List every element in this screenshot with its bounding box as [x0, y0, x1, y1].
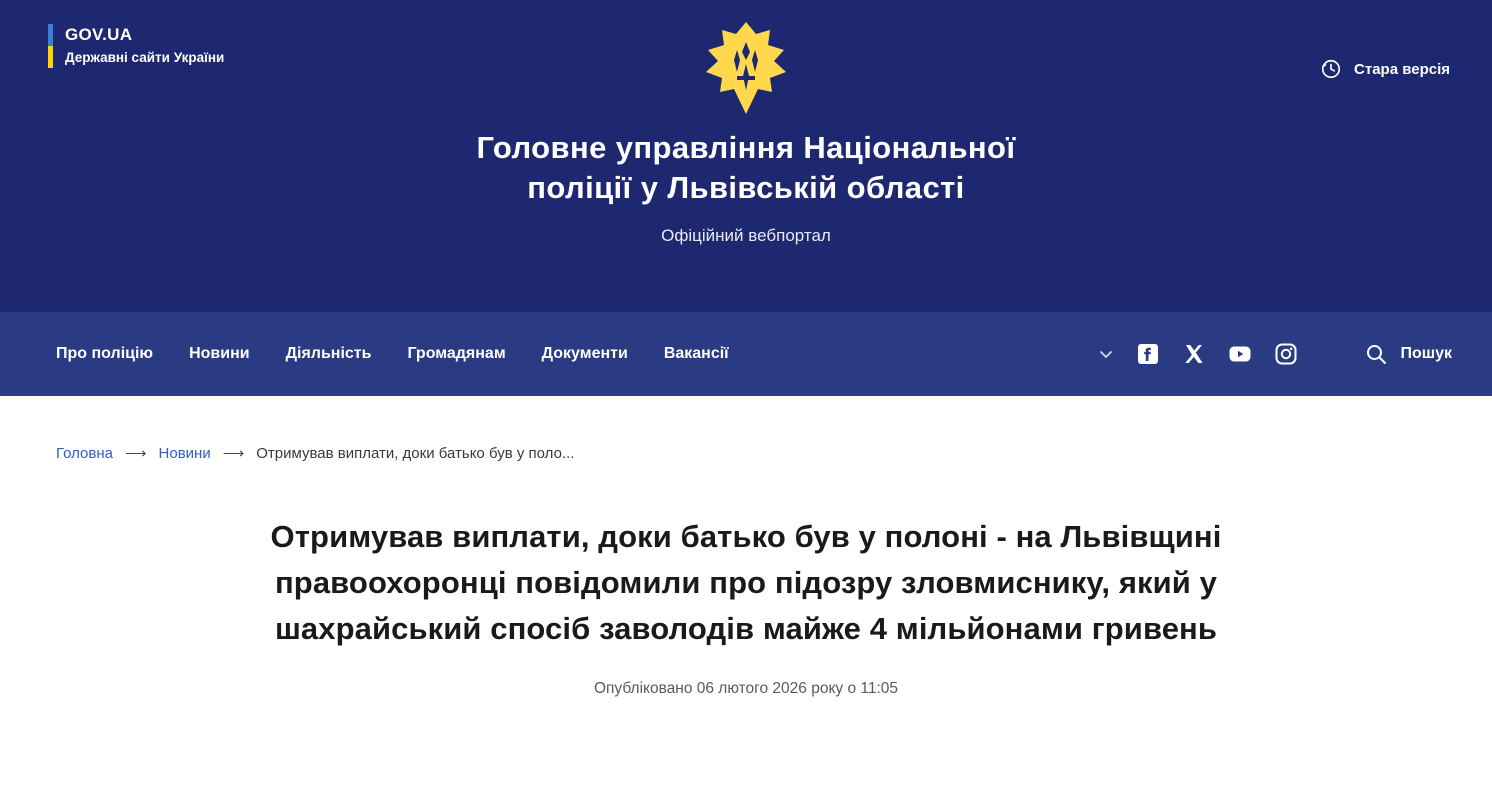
chevron-down-icon[interactable] [1098, 346, 1114, 362]
site-title-line-2: поліції у Львівській області [527, 170, 965, 205]
nav-right-group [1098, 342, 1452, 366]
page-content [0, 396, 1492, 698]
police-emblem-icon [704, 20, 788, 116]
nav-item-news[interactable]: Новини [189, 345, 250, 362]
gov-ua-subtitle: Державні сайти України [65, 50, 225, 65]
nav-item-about-police[interactable]: Про поліцію [56, 345, 154, 362]
clock-history-icon [1320, 58, 1342, 80]
ukraine-flag-icon [48, 24, 53, 68]
search-label: Пошук [1400, 345, 1452, 362]
nav-item-vacancies[interactable]: Вакансії [663, 345, 729, 362]
site-header-banner [0, 0, 1492, 312]
nav-item-activity[interactable]: Діяльність [285, 345, 372, 362]
gov-ua-title: GOV.UA [65, 25, 133, 44]
nav-item-documents[interactable]: Документи [541, 345, 628, 362]
breadcrumb-separator-2: ⟶ [222, 445, 245, 462]
youtube-icon[interactable] [1228, 342, 1252, 366]
site-subtitle: Офіційний вебпортал [661, 226, 831, 245]
article-header [266, 514, 1226, 698]
old-version-label: Стара версія [1354, 60, 1450, 78]
breadcrumb-news[interactable]: Новини [158, 444, 211, 462]
search-icon [1364, 342, 1388, 366]
breadcrumb-separator-1: ⟶ [125, 445, 147, 462]
breadcrumb [0, 396, 1492, 462]
main-navigation [0, 312, 1492, 396]
old-version-button[interactable] [1320, 58, 1450, 80]
gov-ua-block[interactable] [48, 24, 224, 68]
x-twitter-icon[interactable] [1182, 342, 1206, 366]
page-title: Отримував виплати, доки батько був у полоні - на Львівщині правоохоронці повідомили про підозру зловмиснику, який у шахрайський спосіб заволодів майже 4 мільйонами гривень [270, 519, 1222, 646]
publish-date: Опубліковано 06 лютого 2026 року о 11:05 [593, 680, 899, 697]
search-button[interactable] [1364, 342, 1452, 366]
breadcrumb-current: Отримував виплати, доки батько був у поло... [256, 444, 575, 462]
facebook-icon[interactable] [1136, 342, 1160, 366]
site-title [0, 128, 1492, 208]
instagram-icon[interactable] [1274, 342, 1298, 366]
nav-items [56, 345, 729, 363]
site-title-line-1: Головне управління Національної [476, 130, 1016, 165]
breadcrumb-home[interactable]: Головна [56, 444, 113, 462]
nav-item-for-citizens[interactable]: Громадянам [407, 345, 506, 362]
